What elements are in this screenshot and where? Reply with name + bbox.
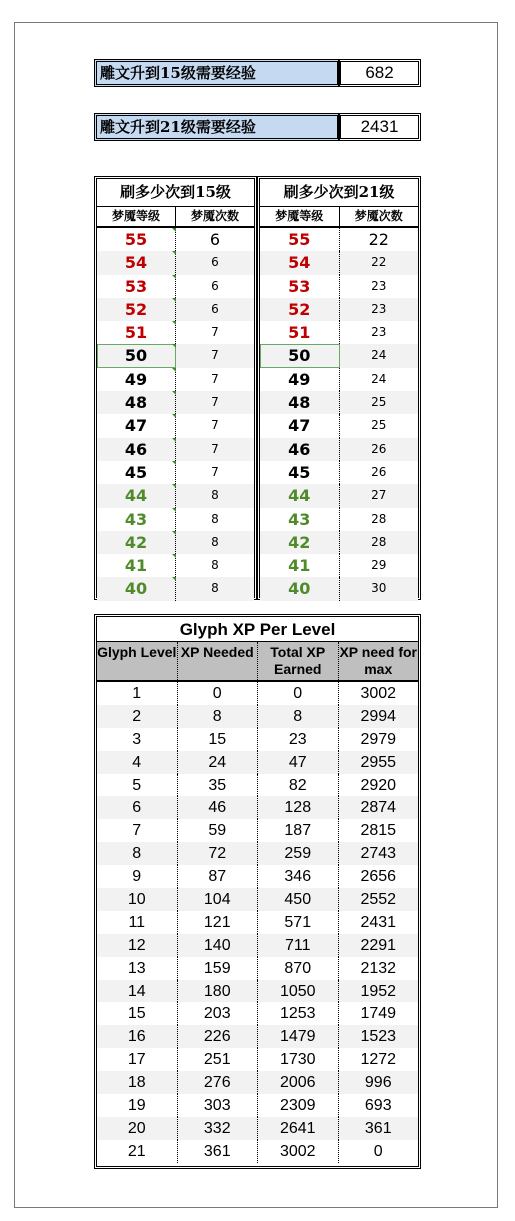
xp-need-for-max-cell: 2656 — [360, 868, 397, 886]
nightmare-level-cell: 43 — [97, 508, 176, 531]
table-row — [97, 298, 254, 321]
nightmare-level-cell: 49 — [97, 368, 176, 391]
nightmare-count-cell: 29 — [371, 558, 387, 573]
xp-need-for-max-cell: 2874 — [360, 799, 397, 817]
nightmare-level-cell: 45 — [97, 461, 176, 484]
glyph-level-cell: 20 — [97, 1117, 178, 1140]
total-xp-cell: 2641 — [258, 1117, 339, 1140]
table-row — [260, 275, 418, 298]
xp-needed-cell: 59 — [178, 819, 259, 842]
table-row — [97, 554, 254, 577]
nightmare-count-cell: 8 — [211, 534, 219, 549]
xp-need-for-max-cell: 1523 — [360, 1028, 397, 1046]
nightmare-count-cell: 8 — [211, 558, 219, 573]
table-row — [260, 484, 418, 507]
xp-need-for-max-cell: 1749 — [360, 1005, 397, 1023]
xp-need-for-max-cell: 2132 — [360, 959, 397, 977]
nightmare-level-cell: 49 — [260, 368, 340, 391]
table-row — [97, 911, 418, 934]
nightmare-count-cell: 6 — [209, 230, 221, 249]
comment-marker-icon — [172, 344, 176, 348]
nightmare-level-cell: 53 — [260, 275, 340, 298]
xp-needed-cell: 159 — [178, 957, 259, 980]
table-row — [260, 414, 418, 437]
nightmare-level-cell: 54 — [97, 251, 176, 274]
table-row — [260, 228, 418, 251]
table-row — [260, 438, 418, 461]
total-xp-cell: 23 — [258, 728, 339, 751]
xp-need-for-max-cell: 2743 — [360, 845, 397, 863]
nightmare-level-cell: 41 — [260, 554, 340, 577]
comment-marker-icon — [172, 414, 176, 418]
table-row — [97, 531, 254, 554]
table-row — [97, 842, 418, 865]
summary-label-21: 雕文升到21级需要经验 — [94, 113, 340, 141]
table-row — [97, 796, 418, 819]
table-row — [260, 554, 418, 577]
xp-needed-cell: 332 — [178, 1117, 259, 1140]
glyph-level-cell: 6 — [97, 796, 178, 819]
xp-needed-cell: 361 — [178, 1140, 259, 1163]
table-row — [97, 1094, 418, 1117]
glyph-level-cell: 7 — [97, 819, 178, 842]
nightmare-count-cell: 8 — [211, 581, 219, 596]
farm-table-title: 刷多少次到15级 — [97, 179, 254, 207]
glyph-level-cell: 17 — [97, 1048, 178, 1071]
xp-need-for-max-cell: 996 — [364, 1074, 392, 1092]
table-row — [97, 682, 418, 705]
farm-table-title: 刷多少次到21级 — [260, 179, 418, 207]
nightmare-count-cell: 22 — [371, 255, 387, 270]
glyph-level-cell: 5 — [97, 774, 178, 797]
col-header-count: 梦魇次数 — [354, 209, 403, 223]
xp-needed-cell: 121 — [178, 911, 259, 934]
table-row — [97, 577, 254, 600]
nightmare-level-cell: 52 — [97, 298, 176, 321]
nightmare-level-cell: 55 — [260, 228, 340, 251]
table-row — [97, 774, 418, 797]
table-row — [97, 344, 254, 367]
table-row — [97, 1048, 418, 1071]
xp-needed-cell: 104 — [178, 888, 259, 911]
table-row — [97, 275, 254, 298]
nightmare-count-cell: 23 — [371, 278, 387, 293]
nightmare-count-cell: 28 — [371, 534, 387, 549]
header-xp-needed: XP Needed — [178, 642, 259, 680]
summary-label-15: 雕文升到15级需要经验 — [94, 59, 340, 87]
nightmare-level-cell: 51 — [260, 321, 340, 344]
total-xp-cell: 571 — [258, 911, 339, 934]
table-row — [97, 705, 418, 728]
glyph-level-cell: 8 — [97, 842, 178, 865]
nightmare-level-cell: 48 — [97, 391, 176, 414]
xp-need-for-max-cell: 2979 — [360, 730, 397, 748]
nightmare-level-cell: 44 — [260, 484, 340, 507]
glyph-level-cell: 4 — [97, 751, 178, 774]
nightmare-level-cell: 47 — [97, 414, 176, 437]
glyph-level-cell: 13 — [97, 957, 178, 980]
nightmare-level-cell: 40 — [260, 577, 340, 600]
nightmare-count-cell: 24 — [371, 371, 387, 386]
glyph-level-cell: 14 — [97, 980, 178, 1003]
xp-need-for-max-cell: 2955 — [360, 753, 397, 771]
header-xp-need-for-max: XP need for max — [339, 644, 418, 677]
table-row — [97, 957, 418, 980]
total-xp-cell: 1050 — [258, 980, 339, 1003]
total-xp-cell: 187 — [258, 819, 339, 842]
nightmare-level-cell: 43 — [260, 508, 340, 531]
glyph-level-cell: 9 — [97, 865, 178, 888]
xp-needed-cell: 87 — [178, 865, 259, 888]
summary-value-21: 2431 — [338, 113, 421, 141]
table-row — [260, 298, 418, 321]
xp-needed-cell: 24 — [178, 751, 259, 774]
glyph-level-cell: 19 — [97, 1094, 178, 1117]
table-row — [97, 414, 254, 437]
table-row — [97, 865, 418, 888]
nightmare-level-cell: 41 — [97, 554, 176, 577]
total-xp-cell: 1253 — [258, 1002, 339, 1025]
nightmare-count-cell: 27 — [371, 488, 387, 503]
xp-needed-cell: 251 — [178, 1048, 259, 1071]
nightmare-count-cell: 7 — [211, 371, 219, 386]
xp-needed-cell: 0 — [178, 682, 259, 705]
table-row — [260, 368, 418, 391]
glyph-table-title: Glyph XP Per Level — [97, 617, 418, 642]
nightmare-count-cell: 26 — [371, 464, 387, 479]
total-xp-cell: 259 — [258, 842, 339, 865]
nightmare-count-cell: 8 — [211, 488, 219, 503]
col-header-count: 梦魇次数 — [190, 209, 239, 223]
table-row — [97, 1025, 418, 1048]
total-xp-cell: 2309 — [258, 1094, 339, 1117]
table-row — [97, 728, 418, 751]
nightmare-count-cell: 25 — [371, 395, 387, 410]
comment-marker-icon — [172, 508, 176, 512]
glyph-level-cell: 15 — [97, 1002, 178, 1025]
table-row — [97, 1071, 418, 1094]
comment-marker-icon — [172, 368, 176, 372]
total-xp-cell: 346 — [258, 865, 339, 888]
table-row — [97, 1140, 418, 1163]
glyph-table-rows — [97, 682, 418, 1163]
nightmare-count-cell: 25 — [371, 418, 387, 433]
glyph-level-cell: 2 — [97, 705, 178, 728]
comment-marker-icon — [172, 438, 176, 442]
nightmare-level-cell: 50 — [260, 344, 340, 367]
table-row — [97, 508, 254, 531]
comment-marker-icon — [172, 531, 176, 535]
glyph-level-cell: 1 — [97, 682, 178, 705]
nightmare-count-cell: 28 — [371, 511, 387, 526]
nightmare-count-cell: 7 — [211, 395, 219, 410]
glyph-level-cell: 10 — [97, 888, 178, 911]
xp-needed-cell: 303 — [178, 1094, 259, 1117]
xp-need-for-max-cell: 2994 — [360, 707, 397, 725]
table-row — [97, 461, 254, 484]
nightmare-count-cell: 7 — [211, 325, 219, 340]
comment-marker-icon — [172, 275, 176, 279]
glyph-level-cell: 21 — [97, 1140, 178, 1163]
table-row — [97, 368, 254, 391]
xp-need-for-max-cell: 3002 — [360, 685, 397, 702]
header-glyph-level: Glyph Level — [97, 642, 178, 680]
comment-marker-icon — [172, 484, 176, 488]
table-row — [97, 484, 254, 507]
table-row — [260, 508, 418, 531]
xp-needed-cell: 226 — [178, 1025, 259, 1048]
nightmare-count-cell: 7 — [211, 441, 219, 456]
xp-need-for-max-cell: 1952 — [360, 982, 397, 1000]
table-row — [260, 461, 418, 484]
nightmare-count-cell: 24 — [371, 348, 387, 363]
table-row — [97, 934, 418, 957]
total-xp-cell: 1479 — [258, 1025, 339, 1048]
nightmare-level-cell: 42 — [260, 531, 340, 554]
nightmare-level-cell: 47 — [260, 414, 340, 437]
table-row — [97, 251, 254, 274]
glyph-level-cell: 12 — [97, 934, 178, 957]
nightmare-level-cell: 48 — [260, 391, 340, 414]
nightmare-count-cell: 7 — [211, 418, 219, 433]
total-xp-cell: 128 — [258, 796, 339, 819]
xp-need-for-max-cell: 2291 — [360, 936, 397, 954]
xp-needed-cell: 180 — [178, 980, 259, 1003]
table-row — [97, 1002, 418, 1025]
table-row — [97, 321, 254, 344]
total-xp-cell: 1730 — [258, 1048, 339, 1071]
total-xp-cell: 450 — [258, 888, 339, 911]
nightmare-level-cell: 46 — [260, 438, 340, 461]
nightmare-level-cell: 54 — [260, 251, 340, 274]
xp-need-for-max-cell: 2431 — [360, 913, 397, 931]
nightmare-count-cell: 30 — [371, 581, 387, 596]
nightmare-count-cell: 7 — [211, 348, 219, 363]
nightmare-level-cell: 42 — [97, 531, 176, 554]
farm-table-level-21 — [257, 176, 421, 600]
xp-need-for-max-cell: 693 — [364, 1097, 392, 1115]
xp-need-for-max-cell: 0 — [373, 1142, 383, 1160]
nightmare-level-cell: 50 — [97, 344, 176, 367]
table-row — [97, 1117, 418, 1140]
comment-marker-icon — [172, 298, 176, 302]
farm-table-level-15 — [94, 176, 257, 600]
xp-need-for-max-cell: 1272 — [360, 1051, 397, 1069]
nightmare-level-cell: 52 — [260, 298, 340, 321]
nightmare-count-cell: 6 — [211, 255, 219, 270]
xp-need-for-max-cell: 2920 — [360, 776, 397, 794]
total-xp-cell: 2006 — [258, 1071, 339, 1094]
total-xp-cell: 711 — [258, 934, 339, 957]
nightmare-level-cell: 51 — [97, 321, 176, 344]
summary-value-15: 682 — [338, 59, 421, 87]
table-row — [97, 980, 418, 1003]
glyph-xp-table — [94, 614, 421, 1169]
nightmare-level-cell: 40 — [97, 577, 176, 600]
nightmare-level-cell: 46 — [97, 438, 176, 461]
table-row — [97, 751, 418, 774]
comment-marker-icon — [172, 321, 176, 325]
farm-table-rows — [97, 228, 254, 601]
total-xp-cell: 47 — [258, 751, 339, 774]
table-row — [97, 888, 418, 911]
nightmare-level-cell: 44 — [97, 484, 176, 507]
comment-marker-icon — [172, 461, 176, 465]
comment-marker-icon — [172, 228, 176, 232]
comment-marker-icon — [172, 391, 176, 395]
table-row — [97, 391, 254, 414]
total-xp-cell: 0 — [258, 682, 339, 705]
table-row — [97, 819, 418, 842]
comment-marker-icon — [172, 554, 176, 558]
glyph-level-cell: 16 — [97, 1025, 178, 1048]
xp-need-for-max-cell: 2552 — [360, 891, 397, 909]
table-row — [260, 391, 418, 414]
nightmare-count-cell: 23 — [371, 325, 387, 340]
table-row — [97, 228, 254, 251]
total-xp-cell: 3002 — [258, 1140, 339, 1163]
table-row — [260, 251, 418, 274]
header-total-xp-earned: Total XP Earned — [258, 642, 339, 680]
table-row — [97, 438, 254, 461]
total-xp-cell: 870 — [258, 957, 339, 980]
farm-table-rows — [260, 228, 418, 601]
nightmare-count-cell: 22 — [368, 230, 389, 249]
comment-marker-icon — [172, 577, 176, 581]
total-xp-cell: 82 — [258, 774, 339, 797]
table-row — [260, 344, 418, 367]
nightmare-level-cell: 55 — [97, 228, 176, 251]
xp-needed-cell: 15 — [178, 728, 259, 751]
nightmare-count-cell: 23 — [371, 301, 387, 316]
glyph-level-cell: 3 — [97, 728, 178, 751]
nightmare-level-cell: 53 — [97, 275, 176, 298]
table-row — [260, 577, 418, 600]
xp-needed-cell: 140 — [178, 934, 259, 957]
nightmare-count-cell: 6 — [211, 278, 219, 293]
col-header-level: 梦魇等级 — [260, 207, 340, 226]
col-header-level: 梦魇等级 — [97, 207, 176, 226]
xp-need-for-max-cell: 2815 — [360, 822, 397, 840]
xp-needed-cell: 8 — [178, 705, 259, 728]
table-row — [260, 321, 418, 344]
glyph-level-cell: 11 — [97, 911, 178, 934]
nightmare-level-cell: 45 — [260, 461, 340, 484]
xp-need-for-max-cell: 361 — [364, 1119, 392, 1137]
total-xp-cell: 8 — [258, 705, 339, 728]
xp-needed-cell: 35 — [178, 774, 259, 797]
xp-needed-cell: 46 — [178, 796, 259, 819]
xp-needed-cell: 72 — [178, 842, 259, 865]
nightmare-count-cell: 7 — [211, 464, 219, 479]
table-row — [260, 531, 418, 554]
glyph-level-cell: 18 — [97, 1071, 178, 1094]
xp-needed-cell: 276 — [178, 1071, 259, 1094]
xp-needed-cell: 203 — [178, 1002, 259, 1025]
nightmare-count-cell: 26 — [371, 441, 387, 456]
comment-marker-icon — [172, 251, 176, 255]
nightmare-count-cell: 8 — [211, 511, 219, 526]
nightmare-count-cell: 6 — [211, 301, 219, 316]
